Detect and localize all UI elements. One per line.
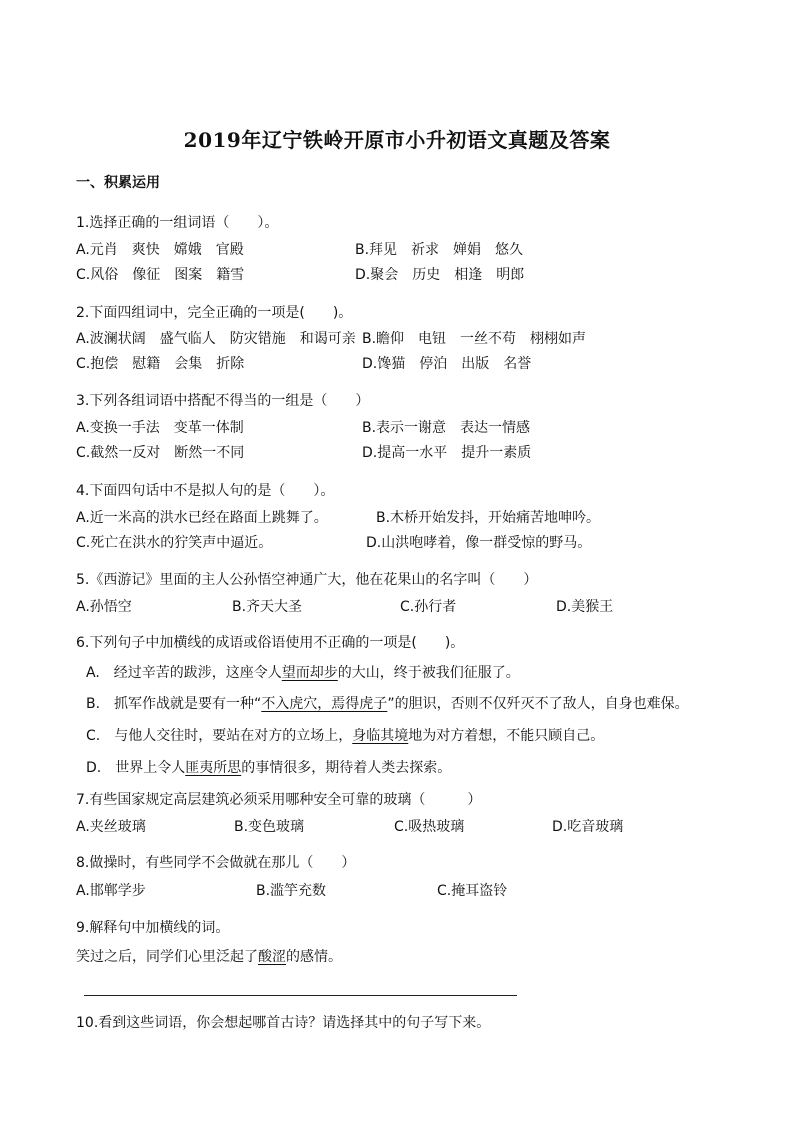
q6-c-underlined: 身临其境: [352, 728, 409, 744]
q3-option-d: D.提高一水平 提升一素质: [362, 445, 532, 461]
q6-option-a: [86, 662, 520, 682]
q6-b-text-pre: B. 抓军作战就是要有一种“: [86, 696, 262, 712]
q4-option-d: D.山洪咆哮着，像一群受惊的野马。: [366, 535, 592, 551]
q6-d-underlined: 匪夷所思: [185, 760, 242, 776]
q8-option-c: C.掩耳盗铃: [437, 883, 508, 899]
q9-sentence-post: 的感情。: [286, 949, 342, 965]
q6-option-d: [86, 757, 451, 777]
q2-option-d: D.馋猫 停泊 出版 名誉: [362, 356, 532, 372]
section-heading: 一、积累运用: [76, 175, 160, 191]
q7-option-a: A.夹丝玻璃: [76, 819, 146, 835]
q8-stem: 8.做操时，有些同学不会做就在那儿（ ）: [76, 855, 356, 871]
q6-c-text-post: 地为对方着想，不能只顾自己。: [408, 728, 605, 744]
q2-stem: 2.下面四组词中，完全正确的一项是( )。: [76, 305, 353, 321]
page-title: 2019年辽宁铁岭开原市小升初语文真题及答案: [183, 128, 611, 152]
q6-c-text-pre: C. 与他人交往时，要站在对方的立场上，: [86, 728, 353, 744]
q5-option-d: D.美猴王: [556, 599, 614, 615]
q9-underlined-word: 酸涩: [258, 949, 286, 965]
q7-option-c: C.吸热玻璃: [394, 819, 465, 835]
q6-b-text-post: ”的胆识，否则不仅歼灭不了敌人，自身也难保。: [387, 696, 689, 712]
q9-sentence: [76, 946, 342, 966]
q5-stem: 5.《西游记》里面的主人公孙悟空神通广大，他在花果山的名字叫（ ）: [76, 572, 538, 588]
q6-option-b: [86, 693, 689, 713]
q4-stem: 4.下面四句话中不是拟人句的是（ ）。: [76, 483, 335, 499]
q8-option-a: A.邯郸学步: [76, 883, 146, 899]
q3-option-b: B.表示一谢意 表达一情感: [362, 420, 531, 436]
q9-stem: 9.解释句中加横线的词。: [76, 920, 230, 936]
q3-stem: 3.下列各组词语中搭配不得当的一组是（ ）: [76, 393, 370, 409]
q6-d-text-pre: D. 世界上令人: [86, 760, 186, 776]
q6-d-text-post: 的事情很多，期待着人类去探索。: [241, 760, 452, 776]
q5-option-a: A.孙悟空: [76, 599, 132, 615]
q5-option-c: C.孙行者: [400, 599, 457, 615]
q10-stem: 10.看到这些词语，你会想起哪首古诗？请选择其中的句子写下来。: [76, 1015, 491, 1031]
q1-stem: 1.选择正确的一组词语（ ）。: [76, 215, 279, 231]
q9-sentence-pre: 笑过之后，同学们心里泛起了: [76, 949, 258, 965]
q6-a-underlined: 望而却步: [281, 665, 338, 681]
q3-option-c: C.截然一反对 断然一不同: [76, 445, 245, 461]
q1-option-c: C.风俗 像征 图案 籍雪: [76, 267, 245, 283]
q2-option-b: B.瞻仰 电钮 一丝不苟 栩栩如声: [362, 331, 587, 347]
q4-option-a: A.近一米高的洪水已经在路面上跳舞了。: [76, 510, 328, 526]
q1-option-b: B.拜见 祈求 婵娟 悠久: [355, 242, 524, 258]
q6-a-text-post: 的大山，终于被我们征服了。: [337, 665, 520, 681]
q8-option-b: B.滥竽充数: [256, 883, 327, 899]
q4-option-b: B.木桥开始发抖，开始痛苦地呻吟。: [376, 510, 601, 526]
q1-option-d: D.聚会 历史 相逢 明郎: [355, 267, 525, 283]
q1-option-a: A.元肖 爽快 嫦娥 官殿: [76, 242, 244, 258]
q7-option-d: D.吃音玻璃: [552, 819, 624, 835]
q2-option-a: A.波澜状阔 盛气临人 防灾错施 和谒可亲: [76, 331, 356, 347]
q9-answer-line[interactable]: [84, 995, 517, 996]
q5-option-b: B.齐天大圣: [232, 599, 303, 615]
q6-stem: 6.下列句子中加横线的成语或俗语使用不正确的一项是( )。: [76, 635, 465, 651]
q3-option-a: A.变换一手法 变革一体制: [76, 420, 244, 436]
q6-option-c: [86, 725, 604, 745]
q7-stem: 7.有些国家规定高层建筑必须采用哪种安全可靠的玻璃（ ）: [76, 792, 482, 808]
q2-option-c: C.抱偿 慰籍 会集 折除: [76, 356, 245, 372]
q6-a-text-pre: A. 经过辛苦的跋涉，这座令人: [86, 665, 282, 681]
q6-b-underlined: 不入虎穴，焉得虎子: [261, 696, 388, 712]
q7-option-b: B.变色玻璃: [234, 819, 305, 835]
q4-option-c: C.死亡在洪水的狞笑声中逼近。: [76, 535, 273, 551]
